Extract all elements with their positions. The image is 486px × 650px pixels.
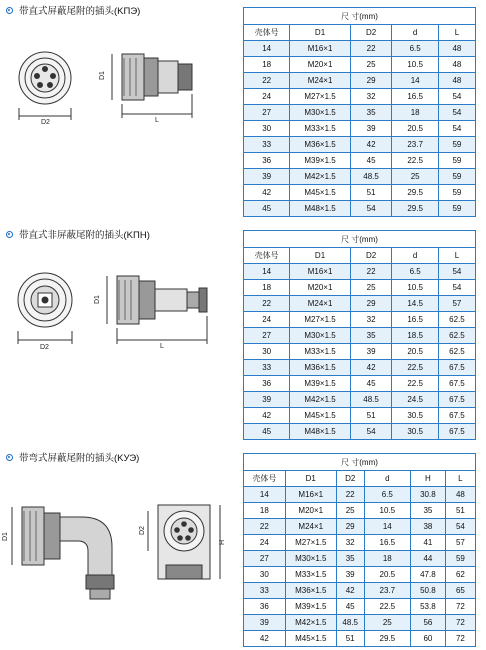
table-cell: 67.5	[438, 360, 475, 376]
table-cell: 62.5	[438, 312, 475, 328]
col-header: L	[445, 471, 475, 487]
table-cell: 10.5	[392, 280, 438, 296]
col-header: 壳体号	[244, 471, 286, 487]
table-cell: 22.5	[392, 153, 438, 169]
table-cell: M20×1	[285, 503, 336, 519]
dim-label-h: H	[219, 539, 226, 545]
table-cell: 18	[244, 280, 290, 296]
table-cell: 10.5	[392, 57, 438, 73]
table-cell: 35	[350, 105, 392, 121]
table-cell: 14	[244, 487, 286, 503]
table-cell: 25	[392, 169, 438, 185]
col-header: D1	[290, 25, 350, 41]
table-cell: 51	[445, 503, 475, 519]
table-cell: 27	[244, 105, 290, 121]
table-row	[244, 328, 476, 344]
col-header: 壳体号	[244, 248, 290, 264]
table-cell: 42	[244, 185, 290, 201]
table-cell: M24×1	[285, 519, 336, 535]
table-cell: 24.5	[392, 392, 438, 408]
col-header: L	[438, 248, 475, 264]
table-cell: M16×1	[290, 264, 350, 280]
side-view	[112, 54, 192, 118]
table-cell: M36×1.5	[285, 583, 336, 599]
col-header: D1	[290, 248, 350, 264]
table-cell: 54	[438, 105, 475, 121]
table-cell: 33	[244, 583, 286, 599]
dimension-table-kpn	[243, 230, 476, 440]
table-cell: 51	[350, 185, 392, 201]
section-title	[6, 227, 150, 241]
table-row	[244, 153, 476, 169]
table-cell: M16×1	[285, 487, 336, 503]
table-cell: 27	[244, 551, 286, 567]
table-cell: 51	[336, 631, 364, 647]
table-cell: 45	[244, 424, 290, 440]
table-cell: M16×1	[290, 41, 350, 57]
col-header: 壳体号	[244, 25, 290, 41]
table-cell: 32	[350, 312, 392, 328]
table-row	[244, 73, 476, 89]
table-row	[244, 615, 476, 631]
table-row	[244, 105, 476, 121]
table-cell: 24	[244, 89, 290, 105]
table-cell: 54	[438, 280, 475, 296]
table-cell: 16.5	[392, 89, 438, 105]
table-cell: 67.5	[438, 376, 475, 392]
table-cell: 35	[350, 328, 392, 344]
table-cell: 51	[350, 408, 392, 424]
table-cell: 22	[244, 519, 286, 535]
table-cell: 14	[364, 519, 410, 535]
front-view	[18, 273, 72, 344]
table-cell: 39	[244, 615, 286, 631]
bullet-icon	[6, 454, 13, 461]
table-cell: 20.5	[392, 121, 438, 137]
col-header: H	[411, 471, 446, 487]
dimension-table-kpe	[243, 7, 476, 217]
table-row	[244, 201, 476, 217]
table-cell: M42×1.5	[290, 169, 350, 185]
table-cell: M33×1.5	[290, 121, 350, 137]
table-cell: M30×1.5	[285, 551, 336, 567]
table-cell: M36×1.5	[290, 137, 350, 153]
table-cell: 39	[244, 169, 290, 185]
table-cell: 54	[350, 201, 392, 217]
dimension-table-kue	[243, 453, 476, 647]
table-row	[244, 312, 476, 328]
section-title-text: 带弯式屏蔽尾附的插头(KУЭ)	[19, 453, 140, 464]
table-cell: 25	[350, 280, 392, 296]
table-cell: 18.5	[392, 328, 438, 344]
table-cell: 14.5	[392, 296, 438, 312]
unit-header: 尺 寸(mm)	[244, 8, 476, 25]
table-cell: 39	[350, 121, 392, 137]
table-row	[244, 408, 476, 424]
table-cell: 10.5	[364, 503, 410, 519]
table-cell: 22	[336, 487, 364, 503]
table-cell: M42×1.5	[285, 615, 336, 631]
table-row	[244, 185, 476, 201]
dim-label-l: L	[160, 343, 164, 350]
front-view	[19, 52, 71, 120]
table-cell: 29.5	[392, 201, 438, 217]
table-cell: 6.5	[364, 487, 410, 503]
table-cell: 25	[364, 615, 410, 631]
section-kue	[0, 445, 486, 650]
table-cell: 30.8	[411, 487, 446, 503]
table-cell: 6.5	[392, 264, 438, 280]
table-cell: 59	[438, 169, 475, 185]
table-cell: 67.5	[438, 424, 475, 440]
table-cell: 45	[244, 201, 290, 217]
table-cell: M20×1	[290, 57, 350, 73]
unit-header: 尺 寸(mm)	[244, 231, 476, 248]
table-row	[244, 137, 476, 153]
table-cell: M36×1.5	[290, 360, 350, 376]
table-cell: 42	[350, 360, 392, 376]
section-kpe	[0, 0, 486, 220]
table-cell: 54	[438, 121, 475, 137]
table-cell: 42	[244, 408, 290, 424]
table-cell: 22	[244, 296, 290, 312]
table-cell: M39×1.5	[290, 153, 350, 169]
table-row	[244, 567, 476, 583]
table-cell: 27	[244, 328, 290, 344]
table-row	[244, 169, 476, 185]
dim-label-d2: D2	[40, 344, 49, 351]
col-header: D2	[350, 25, 392, 41]
table-cell: 67.5	[438, 392, 475, 408]
table-row	[244, 424, 476, 440]
table-cell: M30×1.5	[290, 105, 350, 121]
table-cell: 23.7	[392, 137, 438, 153]
col-header: d	[392, 25, 438, 41]
connector-drawing-kpn	[0, 244, 240, 394]
table-cell: 41	[411, 535, 446, 551]
section-title-text: 带直式屏蔽尾附的插头(KПЭ)	[19, 6, 141, 17]
table-cell: M33×1.5	[290, 344, 350, 360]
table-cell: 53.8	[411, 599, 446, 615]
col-header: D1	[285, 471, 336, 487]
table-cell: 65	[445, 583, 475, 599]
table-cell: 45	[336, 599, 364, 615]
dim-label-d1: D1	[99, 71, 106, 80]
table-cell: 48	[445, 487, 475, 503]
table-row	[244, 280, 476, 296]
table-cell: 72	[445, 631, 475, 647]
table-cell: 32	[350, 89, 392, 105]
table-cell: 35	[336, 551, 364, 567]
dim-label-d2: D2	[139, 526, 146, 535]
table-cell: 39	[244, 392, 290, 408]
table-row	[244, 360, 476, 376]
table-cell: 48	[438, 57, 475, 73]
table-row	[244, 89, 476, 105]
table-cell: 48	[438, 73, 475, 89]
table-cell: 60	[411, 631, 446, 647]
table-cell: M39×1.5	[290, 376, 350, 392]
table-cell: 30.5	[392, 408, 438, 424]
table-row	[244, 551, 476, 567]
table-cell: 29.5	[392, 185, 438, 201]
table-body	[244, 41, 476, 217]
table-cell: 59	[438, 185, 475, 201]
table-row	[244, 599, 476, 615]
table-cell: 22.5	[364, 599, 410, 615]
table-cell: 48.5	[336, 615, 364, 631]
table-body	[244, 487, 476, 647]
table-cell: 59	[438, 201, 475, 217]
table-cell: M48×1.5	[290, 201, 350, 217]
table-cell: 20.5	[392, 344, 438, 360]
col-header: d	[364, 471, 410, 487]
table-cell: 25	[350, 57, 392, 73]
table-row	[244, 535, 476, 551]
table-cell: 14	[392, 73, 438, 89]
table-cell: 35	[411, 503, 446, 519]
table-cell: M42×1.5	[290, 392, 350, 408]
col-header: D2	[350, 248, 392, 264]
table-cell: 16.5	[364, 535, 410, 551]
table-cell: M27×1.5	[290, 312, 350, 328]
table-row	[244, 264, 476, 280]
table-row	[244, 487, 476, 503]
table-cell: 33	[244, 360, 290, 376]
dim-label-d1: D1	[94, 295, 101, 304]
table-cell: M24×1	[290, 73, 350, 89]
dim-label-d1: D1	[2, 532, 9, 541]
table-cell: 25	[336, 503, 364, 519]
table-cell: 18	[392, 105, 438, 121]
bullet-icon	[6, 231, 13, 238]
table-cell: 22	[350, 264, 392, 280]
connector-drawing-kue	[0, 465, 240, 645]
table-cell: M48×1.5	[290, 424, 350, 440]
table-cell: 62.5	[438, 328, 475, 344]
table-cell: 29.5	[364, 631, 410, 647]
table-cell: M39×1.5	[285, 599, 336, 615]
table-cell: 54	[438, 89, 475, 105]
table-cell: 36	[244, 153, 290, 169]
table-row	[244, 631, 476, 647]
table-cell: 39	[350, 344, 392, 360]
table-cell: M45×1.5	[285, 631, 336, 647]
table-row	[244, 121, 476, 137]
table-cell: M30×1.5	[290, 328, 350, 344]
side-view	[107, 276, 207, 344]
bullet-icon	[6, 7, 13, 14]
table-cell: 36	[244, 599, 286, 615]
table-cell: 18	[364, 551, 410, 567]
table-row	[244, 57, 476, 73]
table-cell: M45×1.5	[290, 185, 350, 201]
table-cell: 54	[350, 424, 392, 440]
table-row	[244, 41, 476, 57]
table-cell: M27×1.5	[285, 535, 336, 551]
table-cell: 59	[438, 137, 475, 153]
table-cell: 24	[244, 312, 290, 328]
table-cell: 16.5	[392, 312, 438, 328]
col-header: D2	[336, 471, 364, 487]
table-cell: 14	[244, 264, 290, 280]
table-cell: 6.5	[392, 41, 438, 57]
table-cell: 22	[350, 41, 392, 57]
table-cell: 54	[445, 519, 475, 535]
section-kpn	[0, 220, 486, 445]
table-cell: 33	[244, 137, 290, 153]
table-cell: 29	[350, 73, 392, 89]
table-row	[244, 376, 476, 392]
table-cell: M45×1.5	[290, 408, 350, 424]
dim-label-l: L	[155, 117, 159, 124]
table-cell: 38	[411, 519, 446, 535]
table-cell: 30	[244, 567, 286, 583]
table-cell: 14	[244, 41, 290, 57]
table-cell: 57	[438, 296, 475, 312]
table-cell: 62.5	[438, 344, 475, 360]
table-cell: 62	[445, 567, 475, 583]
table-cell: 67.5	[438, 408, 475, 424]
table-cell: 23.7	[364, 583, 410, 599]
table-cell: 48	[438, 41, 475, 57]
table-row	[244, 503, 476, 519]
table-row	[244, 519, 476, 535]
dim-label-d2: D2	[41, 119, 50, 126]
table-cell: 22.5	[392, 360, 438, 376]
table-cell: 22	[244, 73, 290, 89]
table-cell: 44	[411, 551, 446, 567]
table-cell: 18	[244, 503, 286, 519]
table-cell: 59	[445, 551, 475, 567]
table-cell: 48.5	[350, 392, 392, 408]
table-cell: 30	[244, 121, 290, 137]
table-cell: 72	[445, 615, 475, 631]
table-cell: 42	[336, 583, 364, 599]
table-cell: 42	[244, 631, 286, 647]
table-cell: 56	[411, 615, 446, 631]
table-cell: 39	[336, 567, 364, 583]
table-cell: 36	[244, 376, 290, 392]
unit-header: 尺 寸(mm)	[244, 454, 476, 471]
section-title	[6, 3, 140, 17]
table-cell: M27×1.5	[290, 89, 350, 105]
table-cell: 50.8	[411, 583, 446, 599]
table-cell: 47.8	[411, 567, 446, 583]
table-cell: 45	[350, 376, 392, 392]
table-cell: 72	[445, 599, 475, 615]
front-view	[148, 505, 220, 579]
table-cell: 18	[244, 57, 290, 73]
table-cell: 20.5	[364, 567, 410, 583]
table-cell: 45	[350, 153, 392, 169]
table-cell: M33×1.5	[285, 567, 336, 583]
table-row	[244, 296, 476, 312]
connector-drawing-kpe	[0, 18, 240, 168]
table-cell: M20×1	[290, 280, 350, 296]
table-cell: 29	[336, 519, 364, 535]
table-cell: 57	[445, 535, 475, 551]
section-title-text: 带直式非屏蔽尾附的插头(KПН)	[19, 230, 150, 241]
table-row	[244, 583, 476, 599]
table-cell: 30.5	[392, 424, 438, 440]
table-cell: 29	[350, 296, 392, 312]
table-row	[244, 344, 476, 360]
table-cell: 54	[438, 264, 475, 280]
table-cell: 48.5	[350, 169, 392, 185]
table-cell: 22.5	[392, 376, 438, 392]
col-header: d	[392, 248, 438, 264]
table-cell: 42	[350, 137, 392, 153]
elbow-view	[12, 507, 114, 599]
col-header: L	[438, 25, 475, 41]
table-body	[244, 264, 476, 440]
table-cell: 59	[438, 153, 475, 169]
table-row	[244, 392, 476, 408]
table-cell: 30	[244, 344, 290, 360]
table-cell: 24	[244, 535, 286, 551]
table-cell: M24×1	[290, 296, 350, 312]
table-cell: 32	[336, 535, 364, 551]
section-title	[6, 450, 139, 464]
